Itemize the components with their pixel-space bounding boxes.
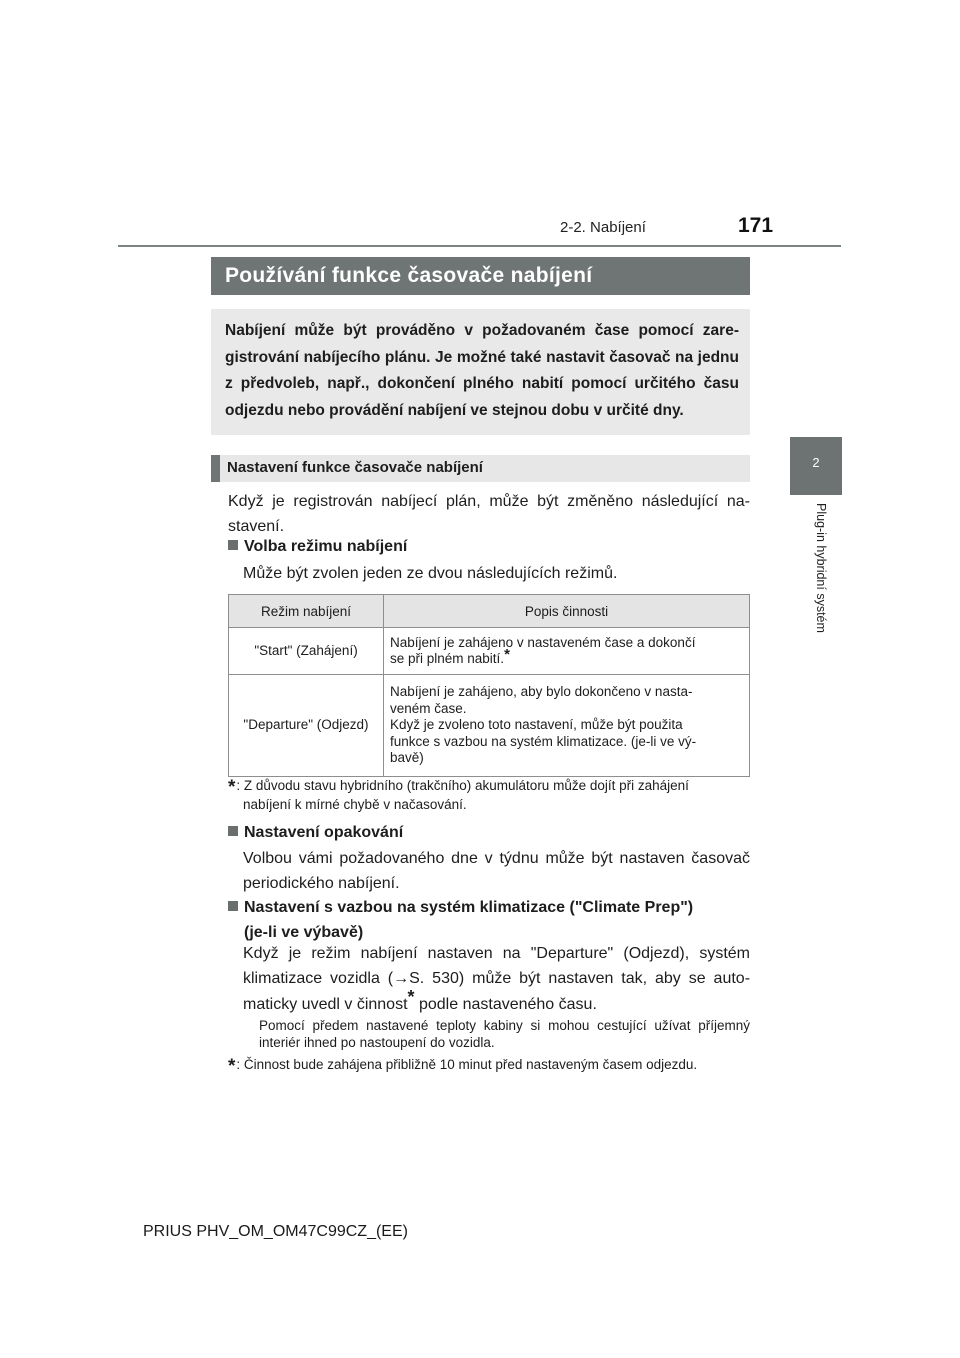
table-header-description: Popis činnosti <box>384 595 750 628</box>
table-header-mode: Režim nabíjení <box>229 595 384 628</box>
page-title: Používání funkce časovače nabíjení <box>225 264 593 287</box>
charging-mode-table <box>228 594 750 777</box>
subheading-bar <box>211 455 220 482</box>
chapter-title <box>806 503 828 663</box>
repeat-heading: Nastavení opakování <box>228 821 403 846</box>
footnote-marker: * <box>228 1056 236 1077</box>
bullet-square-icon <box>228 901 238 911</box>
document-code: PRIUS PHV_OM_OM47C99CZ_(EE) <box>143 1223 408 1240</box>
arrow-icon: → <box>393 969 410 987</box>
chapter-tab <box>790 437 842 495</box>
mode-cell: "Departure" (Odjezd) <box>229 675 384 777</box>
climate-note: Pomocí předem nastavené teploty kabiny si mohou cestující užívat příjemný interiér ihned po nastoupení do vozidla. <box>259 1018 750 1050</box>
intro-text: Nabíjení může být prováděno v požadovaném čase pomocí zaregistrování nabíjecího plánu. Je možné také nastavit časovač na jednu z předvoleb, např., dokončení plného nabití pomocí určitého času odjezdu nebo provádění nabíjení ve stejnou dobu v určité dny. <box>225 322 739 419</box>
footnote: *: Činnost bude zahájena přibližně 10 minut před nastaveným časem odjezdu. <box>228 1056 698 1077</box>
footnote: *: Z důvodu stavu hybridního (trakčního) akumulátoru může dojít při zahájení nabíjení k mírné chybě v načasování. <box>228 777 689 812</box>
lead-paragraph: Když je registrován nabíjecí plán, může být změněno následující nastavení. <box>228 493 750 535</box>
subheading <box>211 455 750 482</box>
intro-box <box>211 309 750 435</box>
footnote-marker: * <box>407 987 415 1007</box>
section-label: 2-2. Nabíjení <box>560 219 646 236</box>
bullet-square-icon <box>228 826 238 836</box>
description-cell: Nabíjení je zahájeno, aby bylo dokončeno v nasta- veném čase. Když je zvoleno toto nastavení, může být použita funkce s vazbou na systém klimatizace. (je-li ve vý- bavě) <box>384 675 750 777</box>
table-row <box>229 675 750 777</box>
subheading-text: Nastavení funkce časovače nabíjení <box>227 459 483 476</box>
footnote-marker: * <box>228 777 236 798</box>
mode-cell: "Start" (Zahájení) <box>229 628 384 675</box>
table-row <box>229 628 750 675</box>
footnote-marker: * <box>504 646 510 663</box>
description-cell: Nabíjení je zahájeno v nastaveném čase a dokončí se při plném nabití.* <box>384 628 750 675</box>
page-number: 171 <box>738 214 774 237</box>
repeat-text: Volbou vámi požadovaného dne v týdnu může být nastaven časovač periodického nabíjení. <box>243 850 750 892</box>
page-title-bar <box>211 257 750 295</box>
header-rule <box>118 245 841 247</box>
chapter-number: 2 <box>812 455 820 470</box>
climate-heading: Nastavení s vazbou na systém klimatizace ("Climate Prep") (je-li ve výbavě) <box>228 896 693 945</box>
table-header-row <box>229 595 750 628</box>
mode-text: Může být zvolen jeden ze dvou následujících režimů. <box>243 565 618 582</box>
chapter-title-text: Plug-in hybridní systém <box>814 503 828 633</box>
mode-heading: Volba režimu nabíjení <box>228 535 407 560</box>
bullet-square-icon <box>228 540 238 550</box>
climate-text: Když je režim nabíjení nastaven na "Departure" (Odjezd), systém klimatizace vozidla (→S. 530) může být nastaven tak, aby se automaticky uvedl v činnost* podle nastaveného času. <box>243 945 751 1013</box>
